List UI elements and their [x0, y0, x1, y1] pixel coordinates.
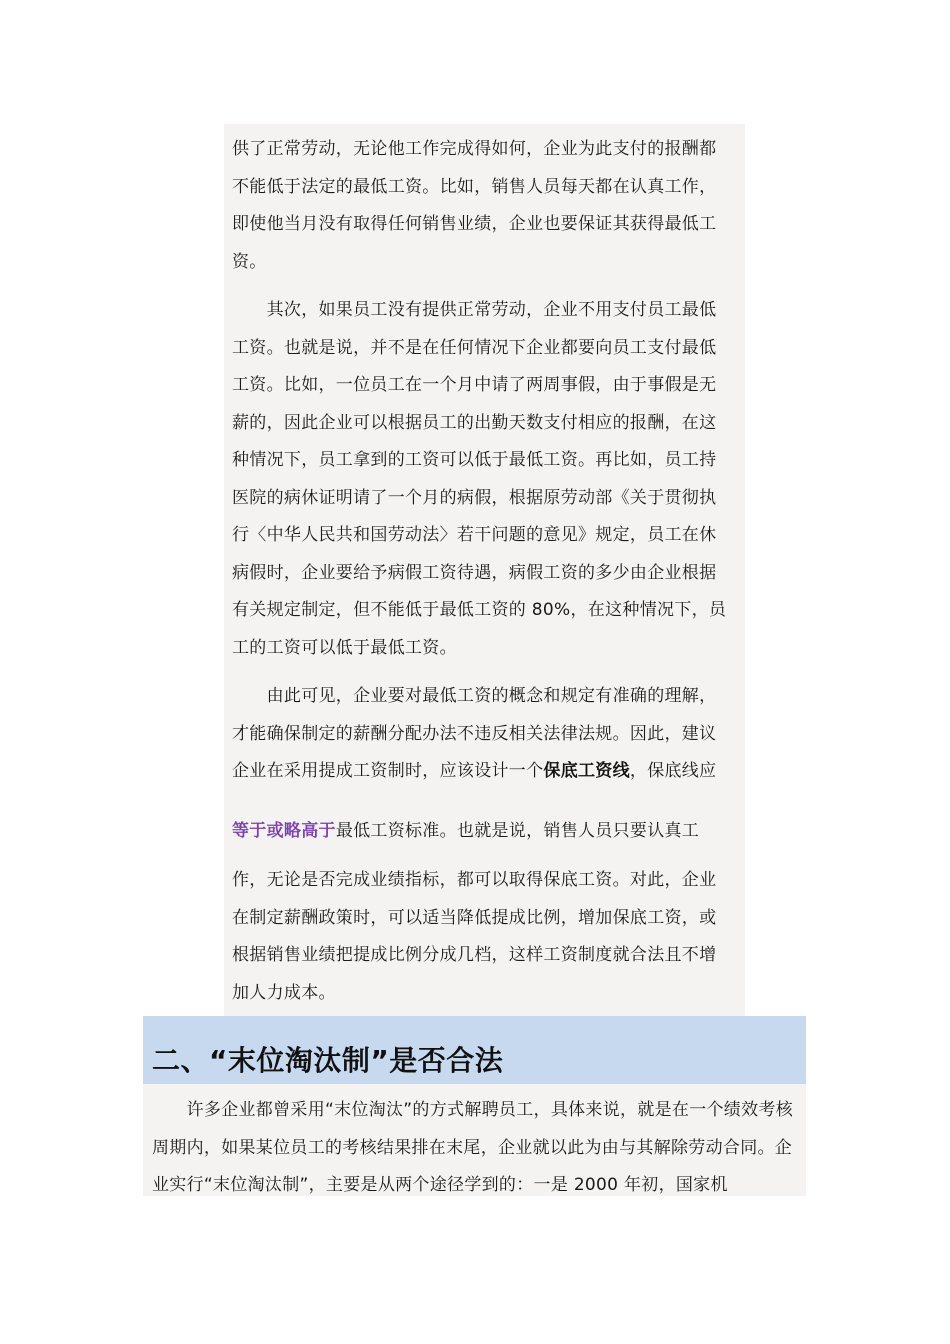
paragraph-no-normal-labor: 其次，如果员工没有提供正常劳动，企业不用支付员工最低工资。也就是说，并不是在任何情况下企业都要向员工支付最低工资。比如，一位员工在一个月中请了两周事假，由于事假是无薪的，因此企业可以根据员工的出勤天数支付相应的报酬，在这种情况下，员工拿到的工资可以低于最低工资。再比如，员工持医院的病休证明请了一个月的病假，根据原劳动部《关于贯彻执行〈中华人民共和国劳动法〉若干问题的意见》规定，员工在休病假时，企业要给予病假工资待遇，病假工资的多少由企业根据有关规定制定，但不能低于最低工资的 80%，在这种情况下，员工的工资可以低于最低工资。 — [232, 300, 727, 658]
paragraph-minimum-wage-normal-labor: 供了正常劳动，无论他工作完成得如何，企业为此支付的报酬都不能低于法定的最低工资。比如，销售人员每天都在认真工作，即使他当月没有取得任何销售业绩，企业也要保证其获得最低工资。 — [232, 139, 717, 272]
bold-term-base-wage-line: 保底工资线 — [543, 761, 630, 781]
paragraph-conclusion-end: 作，无论是否完成业绩指标，都可以取得保底工资。对此，企业在制定薪酬政策时，可以适当降低提成比例，增加保底工资，或根据销售业绩把提成比例分成几档，这样工资制度就合法且不增加人力成本。 — [232, 870, 717, 1003]
section-title: 二、“末位淘汰制”是否合法 — [152, 1044, 504, 1077]
paragraph-conclusion-mid: ，保底线应 — [629, 761, 717, 781]
highlighted-phrase-equal-or-higher: 等于或略高于 — [232, 821, 336, 841]
paragraph-conclusion — [232, 678, 732, 791]
paragraph-conclusion-after-highlight: 最低工资标准。也就是说，销售人员只要认真工 — [335, 821, 700, 841]
paragraph-last-place-elimination: 许多企业都曾采用“末位淘汰”的方式解聘员工，具体来说，就是在一个绩效考核周期内，如果某位员工的考核结果排在末尾，企业就以此为由与其解除劳动合同。企业实行“末位淘汰制”，主要是从两个途径学到的：一是 2000 年初，国家机 — [152, 1100, 794, 1195]
paragraph-conclusion-line — [232, 813, 732, 851]
paragraph-conclusion-start: 由此可见，企业要对最低工资的概念和规定有准确的理解，才能确保制定的薪酬分配办法不违反相关法律法规。因此，建议企业在采用提成工资制时，应该设计一个 — [232, 686, 717, 781]
